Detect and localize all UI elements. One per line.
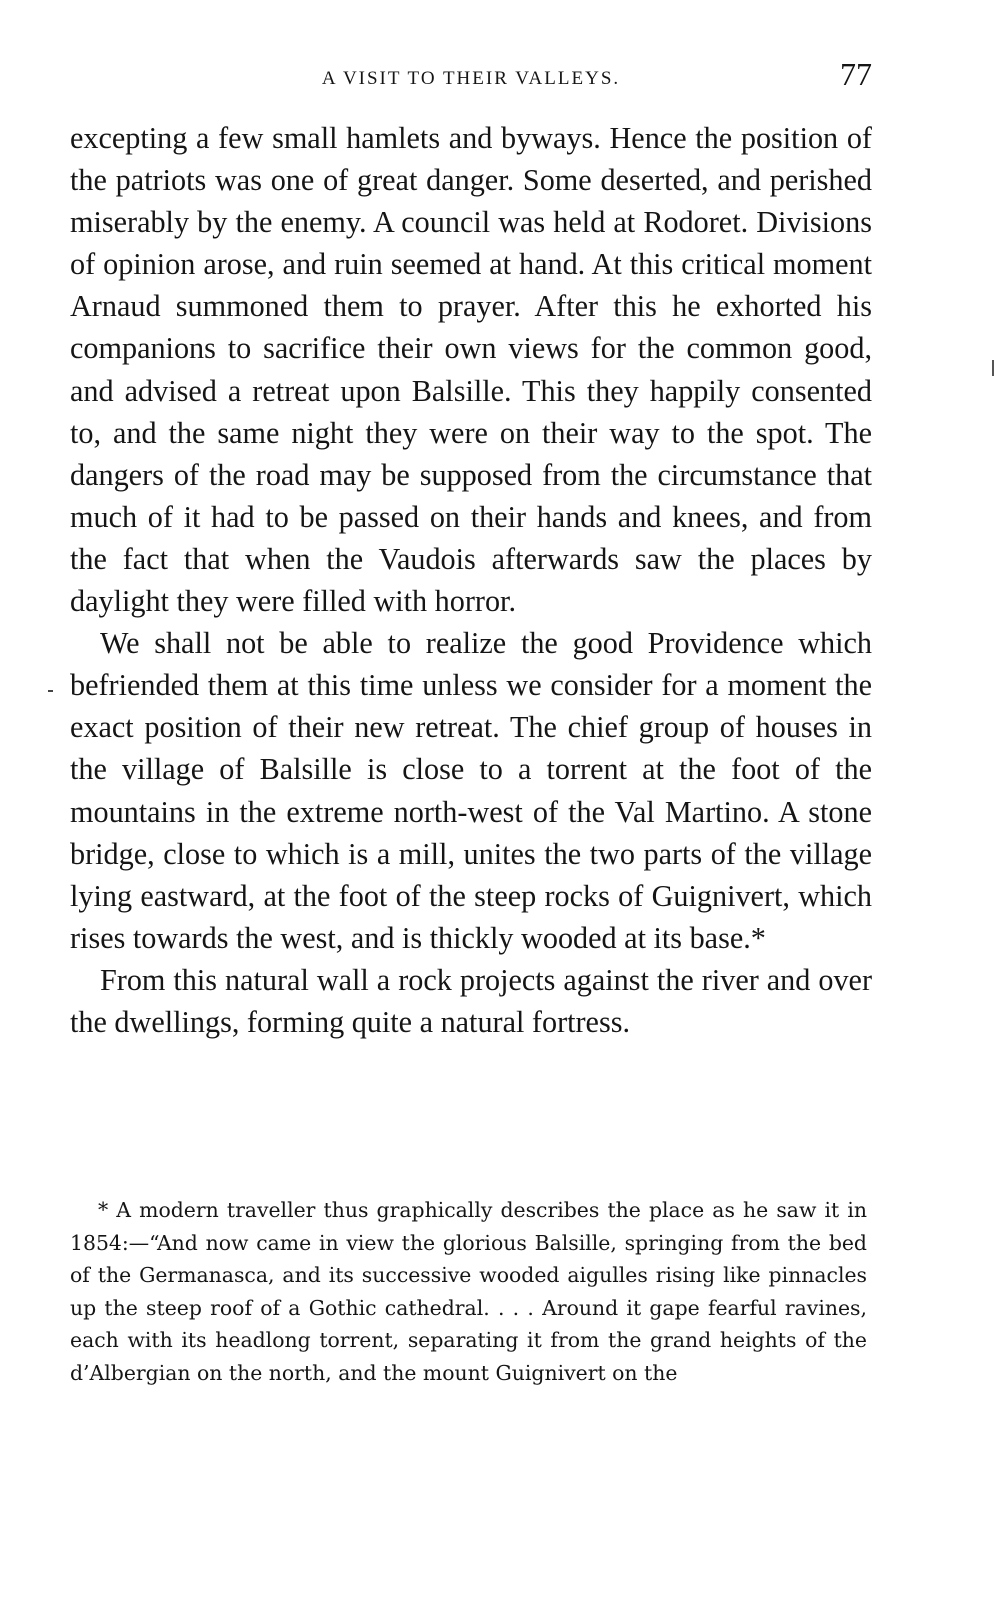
paragraph-balsille-position: We shall not be able to realize the good Providence which befriended them at this time unless we consider for a moment the exact position of their new retreat. The chief group of houses in the village of Balsille is close to a torrent at the foot of the mountains in the extreme north-west of the Val Martino. A stone bridge, close to which is a mill, unites the two parts of the village lying eastward, at the foot of the steep rocks of Guignivert, which rises towards the west, and is thickly wooded at its base.* [70, 626, 872, 955]
running-head [70, 52, 872, 102]
running-title: A VISIT TO THEIR VALLEYS. [321, 68, 621, 89]
page-number: 77 [840, 56, 872, 92]
footnote [70, 1194, 867, 1390]
paragraph-natural-fortress: From this natural wall a rock projects against the river and over the dwellings, forming quite a natural fortress. [70, 962, 872, 1039]
margin-mark [48, 690, 53, 692]
footnote-text: * A modern traveller thus graphically describes the place as he saw it in 1854:—“And now came in view the glorious Balsille, springing from the bed of the Germanasca, and its successive wooded aigulles rising like pinnacles up the steep roof of a Gothic cathedral. . . . Around it gape fearful ravines, each with its headlong torrent, separating it from the grand heights of the d’Albergian on the north, and the mount Guignivert on the [70, 1198, 867, 1385]
page-edge-mark [992, 360, 994, 376]
body-text [70, 117, 872, 1043]
paragraph-continued: excepting a few small hamlets and byways. Hence the position of the patriots was one of great danger. Some deserted, and perished miserably by the enemy. A council was held at Rodoret. Divisions of opinion arose, and ruin seemed at hand. At this critical moment Arnaud summoned them to prayer. After this he exhorted his companions to sacrifice their own views for the common good, and advised a retreat upon Balsille. This they happily consented to, and the same night they were on their way to the spot. The dangers of the road may be supposed from the circumstance that much of it had to be passed on their hands and knees, and from the fact that when the Vaudois afterwards saw the places by daylight they were filled with horror. [70, 121, 872, 619]
